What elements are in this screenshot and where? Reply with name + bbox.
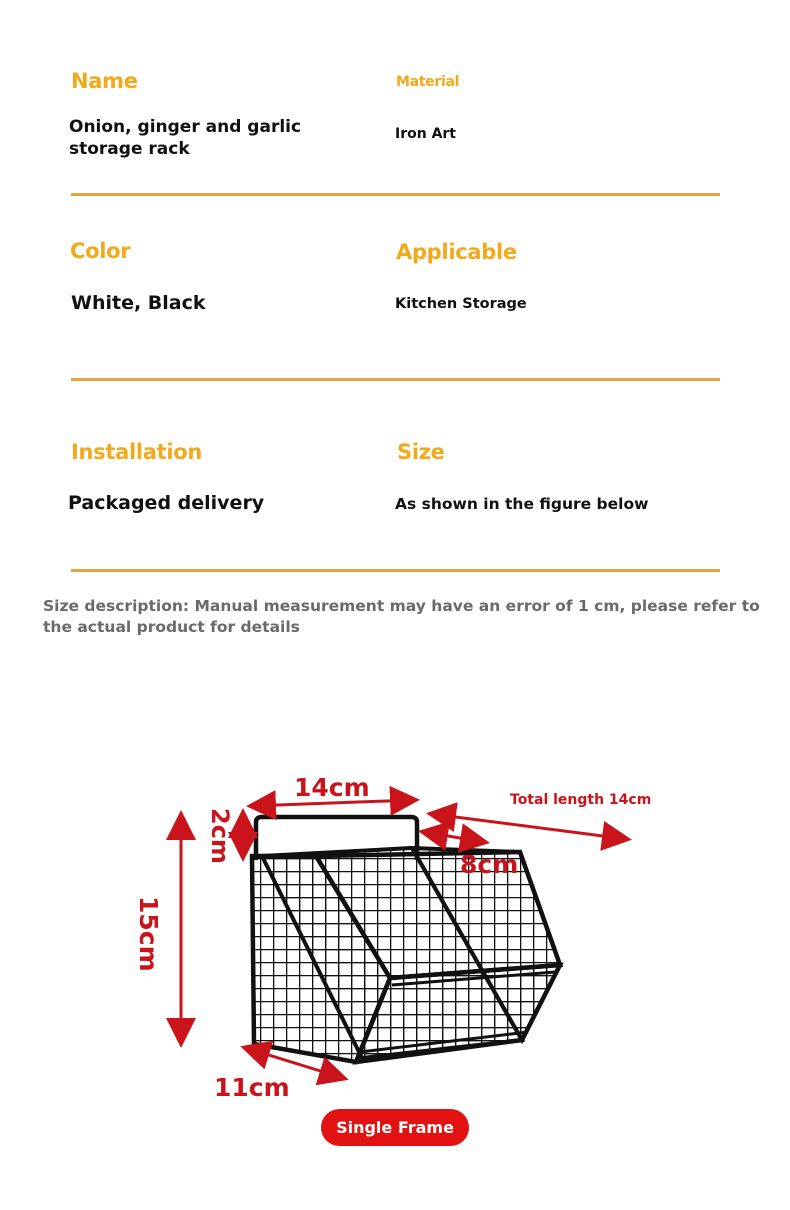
size-label: Size: [397, 440, 445, 464]
installation-value: Packaged delivery: [68, 492, 265, 514]
total-length-label: Total length 14cm: [510, 792, 652, 808]
basket-dimension-diagram: [0, 740, 790, 1160]
divider-2: [71, 378, 720, 381]
size-value: As shown in the figure below: [395, 495, 649, 513]
single-frame-badge: Single Frame: [321, 1109, 469, 1146]
installation-label: Installation: [71, 440, 203, 464]
color-value: White, Black: [71, 292, 206, 314]
bottom-depth-label: 11cm: [214, 1073, 290, 1102]
name-value: Onion, ginger and garlic storage rack: [69, 117, 302, 159]
divider-3: [71, 569, 720, 572]
depth-top-label: 8cm: [460, 850, 519, 879]
name-label: Name: [71, 69, 138, 93]
applicable-value: Kitchen Storage: [395, 296, 527, 312]
divider-1: [71, 193, 720, 196]
material-label: Material: [396, 74, 460, 90]
width-top-label: 14cm: [294, 773, 370, 802]
material-value: Iron Art: [395, 126, 457, 142]
color-label: Color: [70, 239, 131, 263]
height-label: 15cm: [134, 896, 163, 972]
total-length-arrow: [432, 814, 626, 839]
size-description: Size description: Manual measurement may have an error of 1 cm, please refer to the actual product for details: [43, 597, 760, 636]
depth-arrow: [424, 832, 484, 842]
applicable-label: Applicable: [396, 240, 517, 264]
hook-height-label: 2cm: [206, 808, 234, 864]
